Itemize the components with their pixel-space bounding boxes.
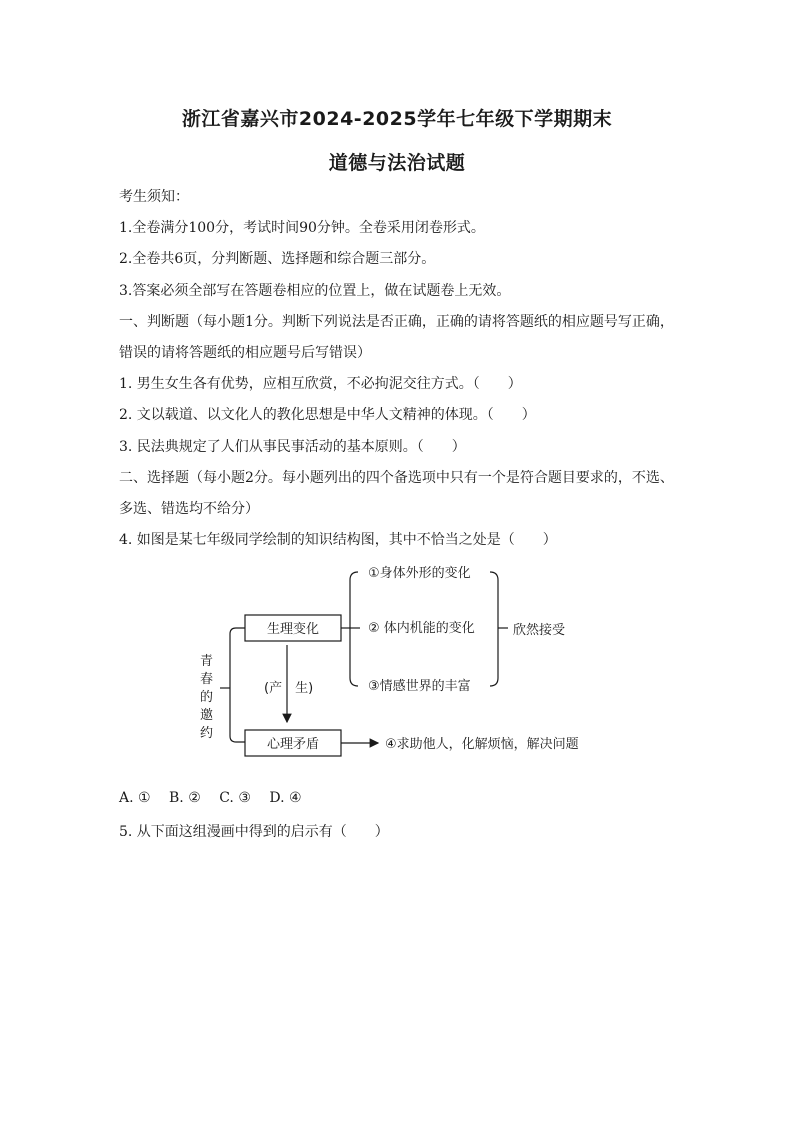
question-3: 3. 民法典规定了人们从事民事活动的基本原则。（ ） [119, 439, 466, 455]
notice-item: 1.全卷满分100分，考试时间90分钟。全卷采用闭卷形式。 [119, 220, 485, 236]
diagram-root-char: 约 [200, 726, 214, 741]
question-4-stem: 4. 如图是某七年级同学绘制的知识结构图，其中不恰当之处是（ ） [119, 532, 557, 548]
diagram-box-physiological: 生理变化 [266, 622, 320, 637]
diagram-root-char: 春 [200, 672, 214, 687]
section-heading: 一、判断题（每小题1分。判断下列说法是否正确，正确的请将答题纸的相应题号写正确， [119, 314, 674, 330]
diagram-root-char: 邀 [200, 708, 214, 723]
diagram-root-char: 的 [200, 690, 214, 705]
option-c: C. ③ [219, 790, 251, 806]
section-heading: 二、选择题（每小题2分。每小题列出的四个备选项中只有一个是符合题目要求的，不选、 [119, 470, 674, 486]
exam-subtitle: 道德与法治试题 [328, 152, 466, 174]
option-b: B. ② [169, 790, 201, 806]
option-a: A. ① [119, 790, 151, 806]
exam-title: 浙江省嘉兴市2024-2025学年七年级下学期期末 [181, 108, 613, 130]
notice-item: 3.答案必须全部写在答题卷相应的位置上，做在试题卷上无效。 [119, 283, 511, 299]
section-heading-cont: 错误的请将答题纸的相应题号后写错误） [119, 345, 371, 361]
notice-heading: 考生须知： [119, 189, 189, 205]
diagram-root-char: 青 [200, 654, 214, 669]
diagram-branch-2: ② 体内机能的变化 [368, 621, 475, 636]
diagram-merge-label: 欣然接受 [513, 623, 566, 638]
diagram-arrow-label: (产 生) [264, 681, 314, 696]
notice-item: 2.全卷共6页，分判断题、选择题和综合题三部分。 [119, 251, 436, 267]
diagram-branch-3: ③情感世界的丰富 [368, 679, 471, 694]
diagram-branch-1: ①身体外形的变化 [368, 566, 471, 581]
diagram-box-psychological: 心理矛盾 [266, 737, 320, 752]
question-1: 1. 男生女生各有优势，应相互欣赏，不必拘泥交往方式。（ ） [119, 376, 522, 392]
question-5-stem: 5. 从下面这组漫画中得到的启示有（ ） [119, 824, 389, 840]
question-4-options [119, 790, 316, 806]
option-d: D. ④ [269, 790, 302, 806]
diagram-result: ④求助他人，化解烦恼，解决问题 [385, 737, 579, 752]
question-2: 2. 文以载道、以文化人的教化思想是中华人文精神的体现。（ ） [119, 407, 536, 423]
section-heading-cont: 多选、错选均不给分） [119, 501, 259, 517]
